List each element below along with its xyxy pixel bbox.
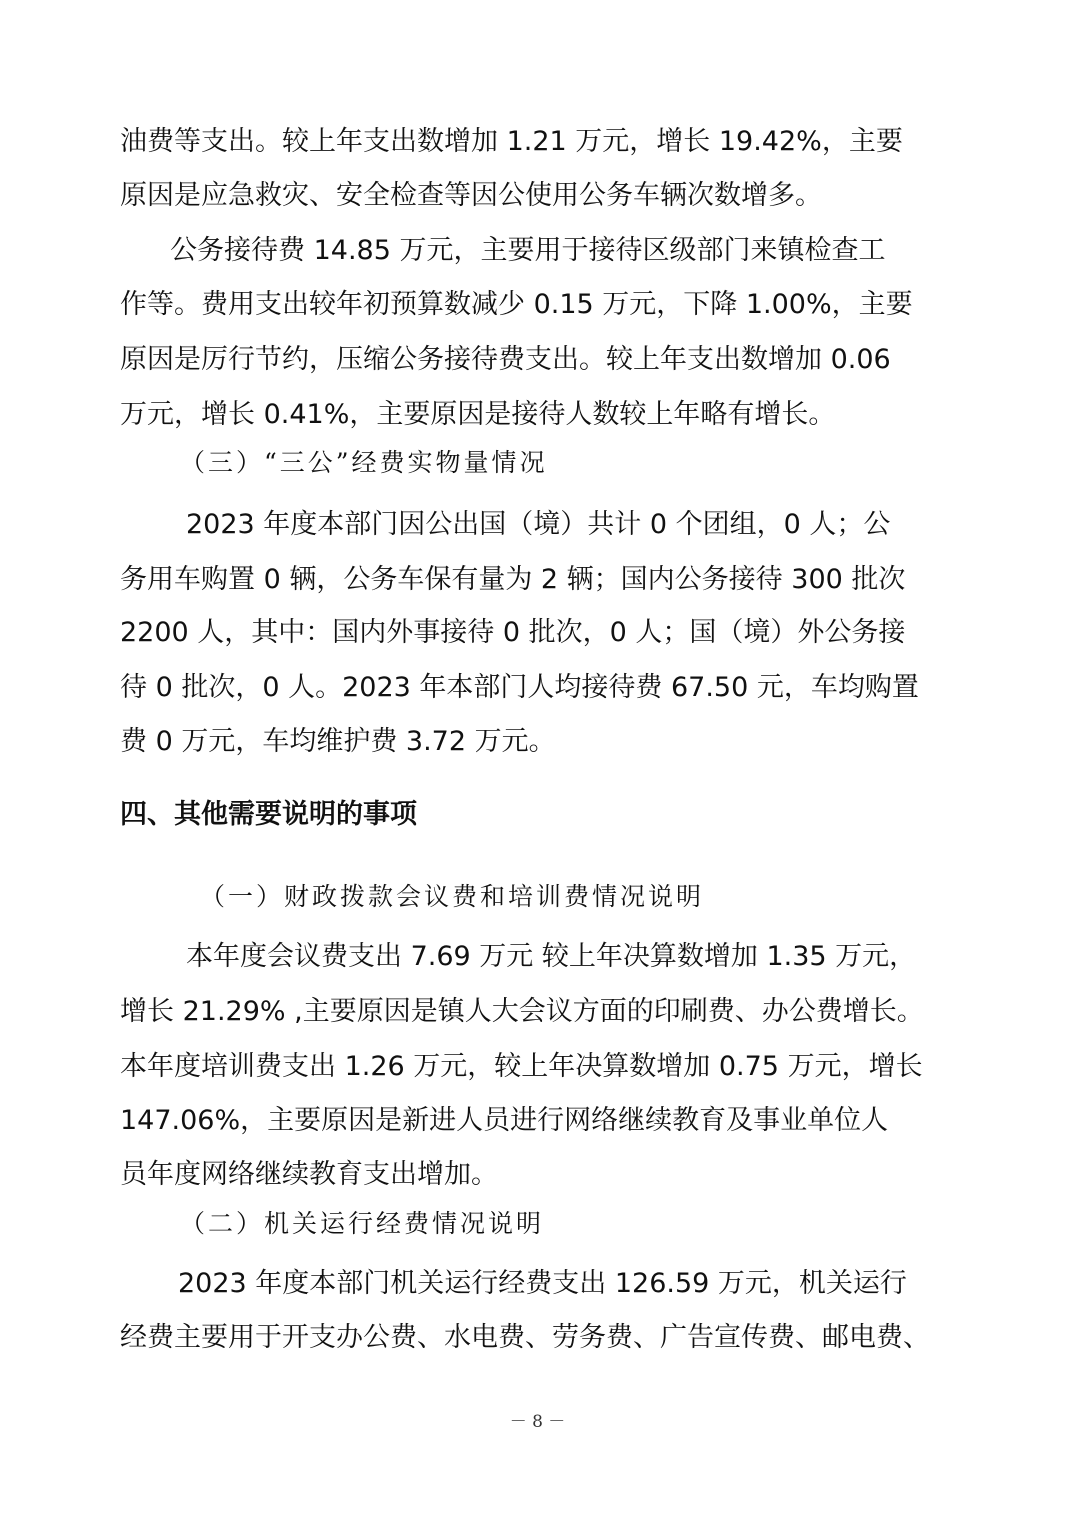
paragraph-line: 务用车购置 0 辆，公务车保有量为 2 辆；国内公务接待 300 批次 (120, 564, 906, 595)
section-subheading: （三）“三公”经费实物量情况 (180, 448, 548, 477)
paragraph-line: 147.06%，主要原因是新进人员进行网络继续教育及事业单位人 (120, 1105, 889, 1136)
paragraph-line: 万元，增长 0.41%，主要原因是接待人数较上年略有增长。 (120, 399, 836, 430)
paragraph-line: 本年度会议费支出 7.69 万元 较上年决算数增加 1.35 万元， (186, 941, 917, 972)
page-number: － 8 － (509, 1412, 566, 1432)
section-heading: 四、其他需要说明的事项 (120, 799, 417, 830)
paragraph-line: 原因是应急救灾、安全检查等因公使用公务车辆次数增多。 (120, 180, 822, 211)
paragraph-line: 费 0 万元，车均维护费 3.72 万元。 (120, 726, 556, 757)
paragraph-line: 本年度培训费支出 1.26 万元，较上年决算数增加 0.75 万元，增长 (120, 1051, 923, 1082)
paragraph-line: 2023 年度本部门机关运行经费支出 126.59 万元，机关运行 (178, 1268, 907, 1299)
paragraph-line: 原因是厉行节约，压缩公务接待费支出。较上年支出数增加 0.06 (120, 344, 891, 375)
paragraph-line: 作等。费用支出较年初预算数减少 0.15 万元，下降 1.00%，主要 (120, 289, 913, 320)
paragraph-line: 2200 人，其中：国内外事接待 0 批次，0 人；国（境）外公务接 (120, 617, 906, 648)
paragraph-line: 待 0 批次，0 人。2023 年本部门人均接待费 67.50 元，车均购置 (120, 672, 919, 703)
paragraph-line: 增长 21.29% ,主要原因是镇人大会议方面的印刷费、办公费增长。 (120, 996, 924, 1027)
section-subheading: （二）机关运行经费情况说明 (180, 1209, 545, 1238)
paragraph-line: 2023 年度本部门因公出国（境）共计 0 个团组，0 人；公 (186, 509, 891, 540)
paragraph-line: 油费等支出。较上年支出数增加 1.21 万元，增长 19.42%，主要 (120, 126, 903, 157)
paragraph-line: 经费主要用于开支办公费、水电费、劳务费、广告宣传费、邮电费、 (120, 1322, 930, 1353)
paragraph-line: 员年度网络继续教育支出增加。 (120, 1159, 498, 1190)
section-subheading: （一）财政拨款会议费和培训费情况说明 (200, 882, 705, 911)
paragraph-line: 公务接待费 14.85 万元，主要用于接待区级部门来镇检查工 (170, 235, 886, 266)
